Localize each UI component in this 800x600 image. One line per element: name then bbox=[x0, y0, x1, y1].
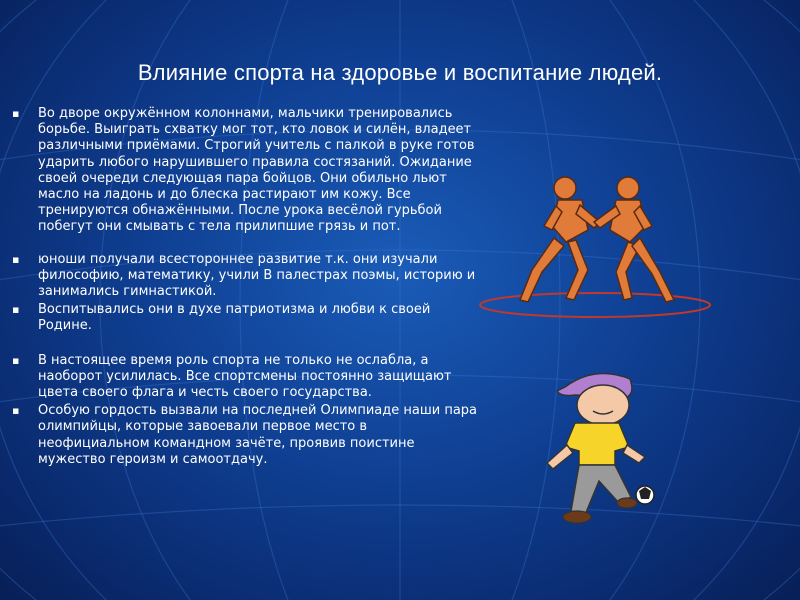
boy-with-ball-clipart bbox=[535, 365, 665, 535]
bullet-marker: ▪ bbox=[12, 252, 20, 266]
bullet-list bbox=[12, 106, 482, 468]
right-wrestler bbox=[594, 177, 674, 302]
bullet-text: В настоящее время роль спорта не только не ослабла, а наоборот усилилась. Все спортсмены постоянно защищают цвета своего флага и честь своего государства. bbox=[38, 352, 452, 401]
bullet-marker: ▪ bbox=[12, 107, 20, 120]
bullet-item bbox=[12, 252, 482, 301]
bullet-marker: ▪ bbox=[12, 404, 20, 418]
bullet-marker: ▪ bbox=[12, 303, 20, 317]
bullet-marker: ▪ bbox=[12, 353, 20, 367]
shirt bbox=[565, 423, 629, 465]
wrestlers-clipart bbox=[470, 160, 720, 330]
head bbox=[577, 385, 629, 425]
slide-title: Влияние спорта на здоровье и воспитание людей. bbox=[137, 60, 663, 85]
bullet-text: Воспитывались они в духе патриотизма и любви к своей Родине. bbox=[38, 302, 431, 334]
bullet-text: Во дворе окружённом колоннами, мальчики тренировались борьбе. Выиграть схватку мог тот, кто ловок и силён, владеет различными приёмами. Строгий учитель с палкой в руке готов ударить любого нарушившего правила состязаний. Ожидание своей очереди следующая пара бойцов. Они обильно льют масло на ладонь и до блеска растирают им кожу. Все тренируются обнажёнными. После урока весёлой гурьбой побегут они смывать с тела прилипшие грязь и пот. bbox=[38, 106, 475, 235]
left-wrestler bbox=[520, 177, 600, 302]
bullet-item bbox=[12, 302, 482, 334]
bullet-text: Особую гордость вызвали на последней Олимпиаде наши пара олимпийцы, которые завоевали первое место в неофициальном командном зачёте, проявив поистине мужество героизм и самоотдачу. bbox=[38, 403, 477, 467]
bullet-item bbox=[12, 403, 482, 468]
bullet-text: юноши получали всестороннее развитие т.к. они изучали философию, математику, учили В палестрах поэмы, историю и занимались гимнастикой. bbox=[38, 251, 476, 300]
bullet-item bbox=[12, 353, 482, 402]
bullet-item bbox=[12, 106, 482, 236]
wrestling-mat bbox=[480, 293, 710, 317]
